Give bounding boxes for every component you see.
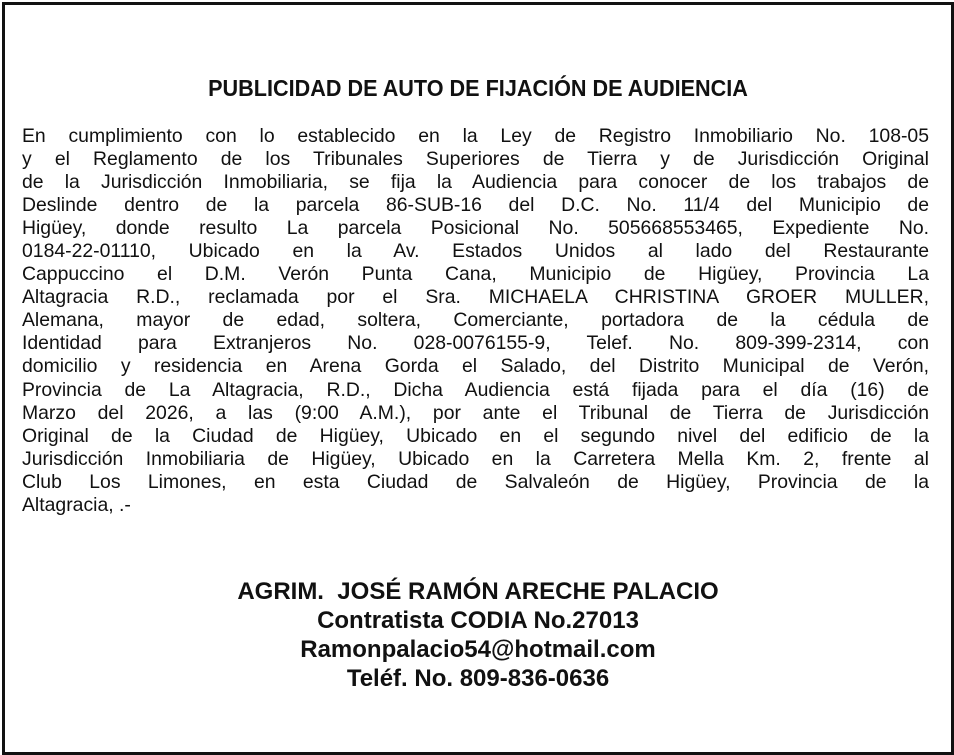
body-line: Provincia de La Altagracia, R.D., Dicha Audiencia está fijada para el día (16) de <box>22 378 929 401</box>
signatory-email: Ramonpalacio54@hotmail.com <box>300 636 656 663</box>
body-line: Club Los Limones, en esta Ciudad de Salvaleón de Higüey, Provincia de la <box>22 470 929 493</box>
body-line: Jurisdicción Inmobiliaria de Higüey, Ubicado en la Carretera Mella Km. 2, frente al <box>22 447 929 470</box>
notice-title: PUBLICIDAD DE AUTO DE FIJACIÓN DE AUDIENCIA <box>208 75 748 101</box>
body-line: Alemana, mayor de edad, soltera, Comerciante, portadora de la cédula de <box>22 309 929 332</box>
body-line: Altagracia, .- <box>22 493 131 516</box>
body-line: Altagracia R.D., reclamada por el Sra. MICHAELA CHRISTINA GROER MULLER, <box>22 286 929 309</box>
body-line: En cumplimiento con lo establecido en la Ley de Registro Inmobiliario No. 108-05 <box>22 125 929 147</box>
signatory-phone: Teléf. No. 809-836-0636 <box>346 665 610 692</box>
signatory-name: AGRIM. JOSÉ RAMÓN ARECHE PALACIO <box>237 578 719 605</box>
body-line: de la Jurisdicción Inmobiliaria, se fija la Audiencia para conocer de los trabajos de <box>22 171 929 194</box>
body-line: Higüey, donde resulto La parcela Posicional No. 505668553465, Expediente No. <box>22 217 929 240</box>
notice-frame <box>2 2 954 755</box>
body-line: y el Reglamento de los Tribunales Superiores de Tierra y de Jurisdicción Original <box>22 148 929 171</box>
body-line: Marzo del 2026, a las (9:00 A.M.), por ante el Tribunal de Tierra de Jurisdicción <box>22 401 929 424</box>
body-line: 0184-22-01110, Ubicado en la Av. Estados Unidos al lado del Restaurante <box>22 240 929 263</box>
body-line: Identidad para Extranjeros No. 028-0076155-9, Telef. No. 809-399-2314, con <box>22 332 929 355</box>
body-line: domicilio y residencia en Arena Gorda el Salado, del Distrito Municipal de Verón, <box>22 355 929 378</box>
body-line: Deslinde dentro de la parcela 86-SUB-16 del D.C. No. 11/4 del Municipio de <box>22 194 929 217</box>
body-line: Cappuccino el D.M. Verón Punta Cana, Municipio de Higüey, Provincia La <box>22 263 929 286</box>
signatory-license: Contratista CODIA No.27013 <box>317 607 639 634</box>
signature-block <box>5 577 951 693</box>
notice-body <box>22 125 929 517</box>
body-line: Original de la Ciudad de Higüey, Ubicado en el segundo nivel del edificio de la <box>22 424 929 447</box>
